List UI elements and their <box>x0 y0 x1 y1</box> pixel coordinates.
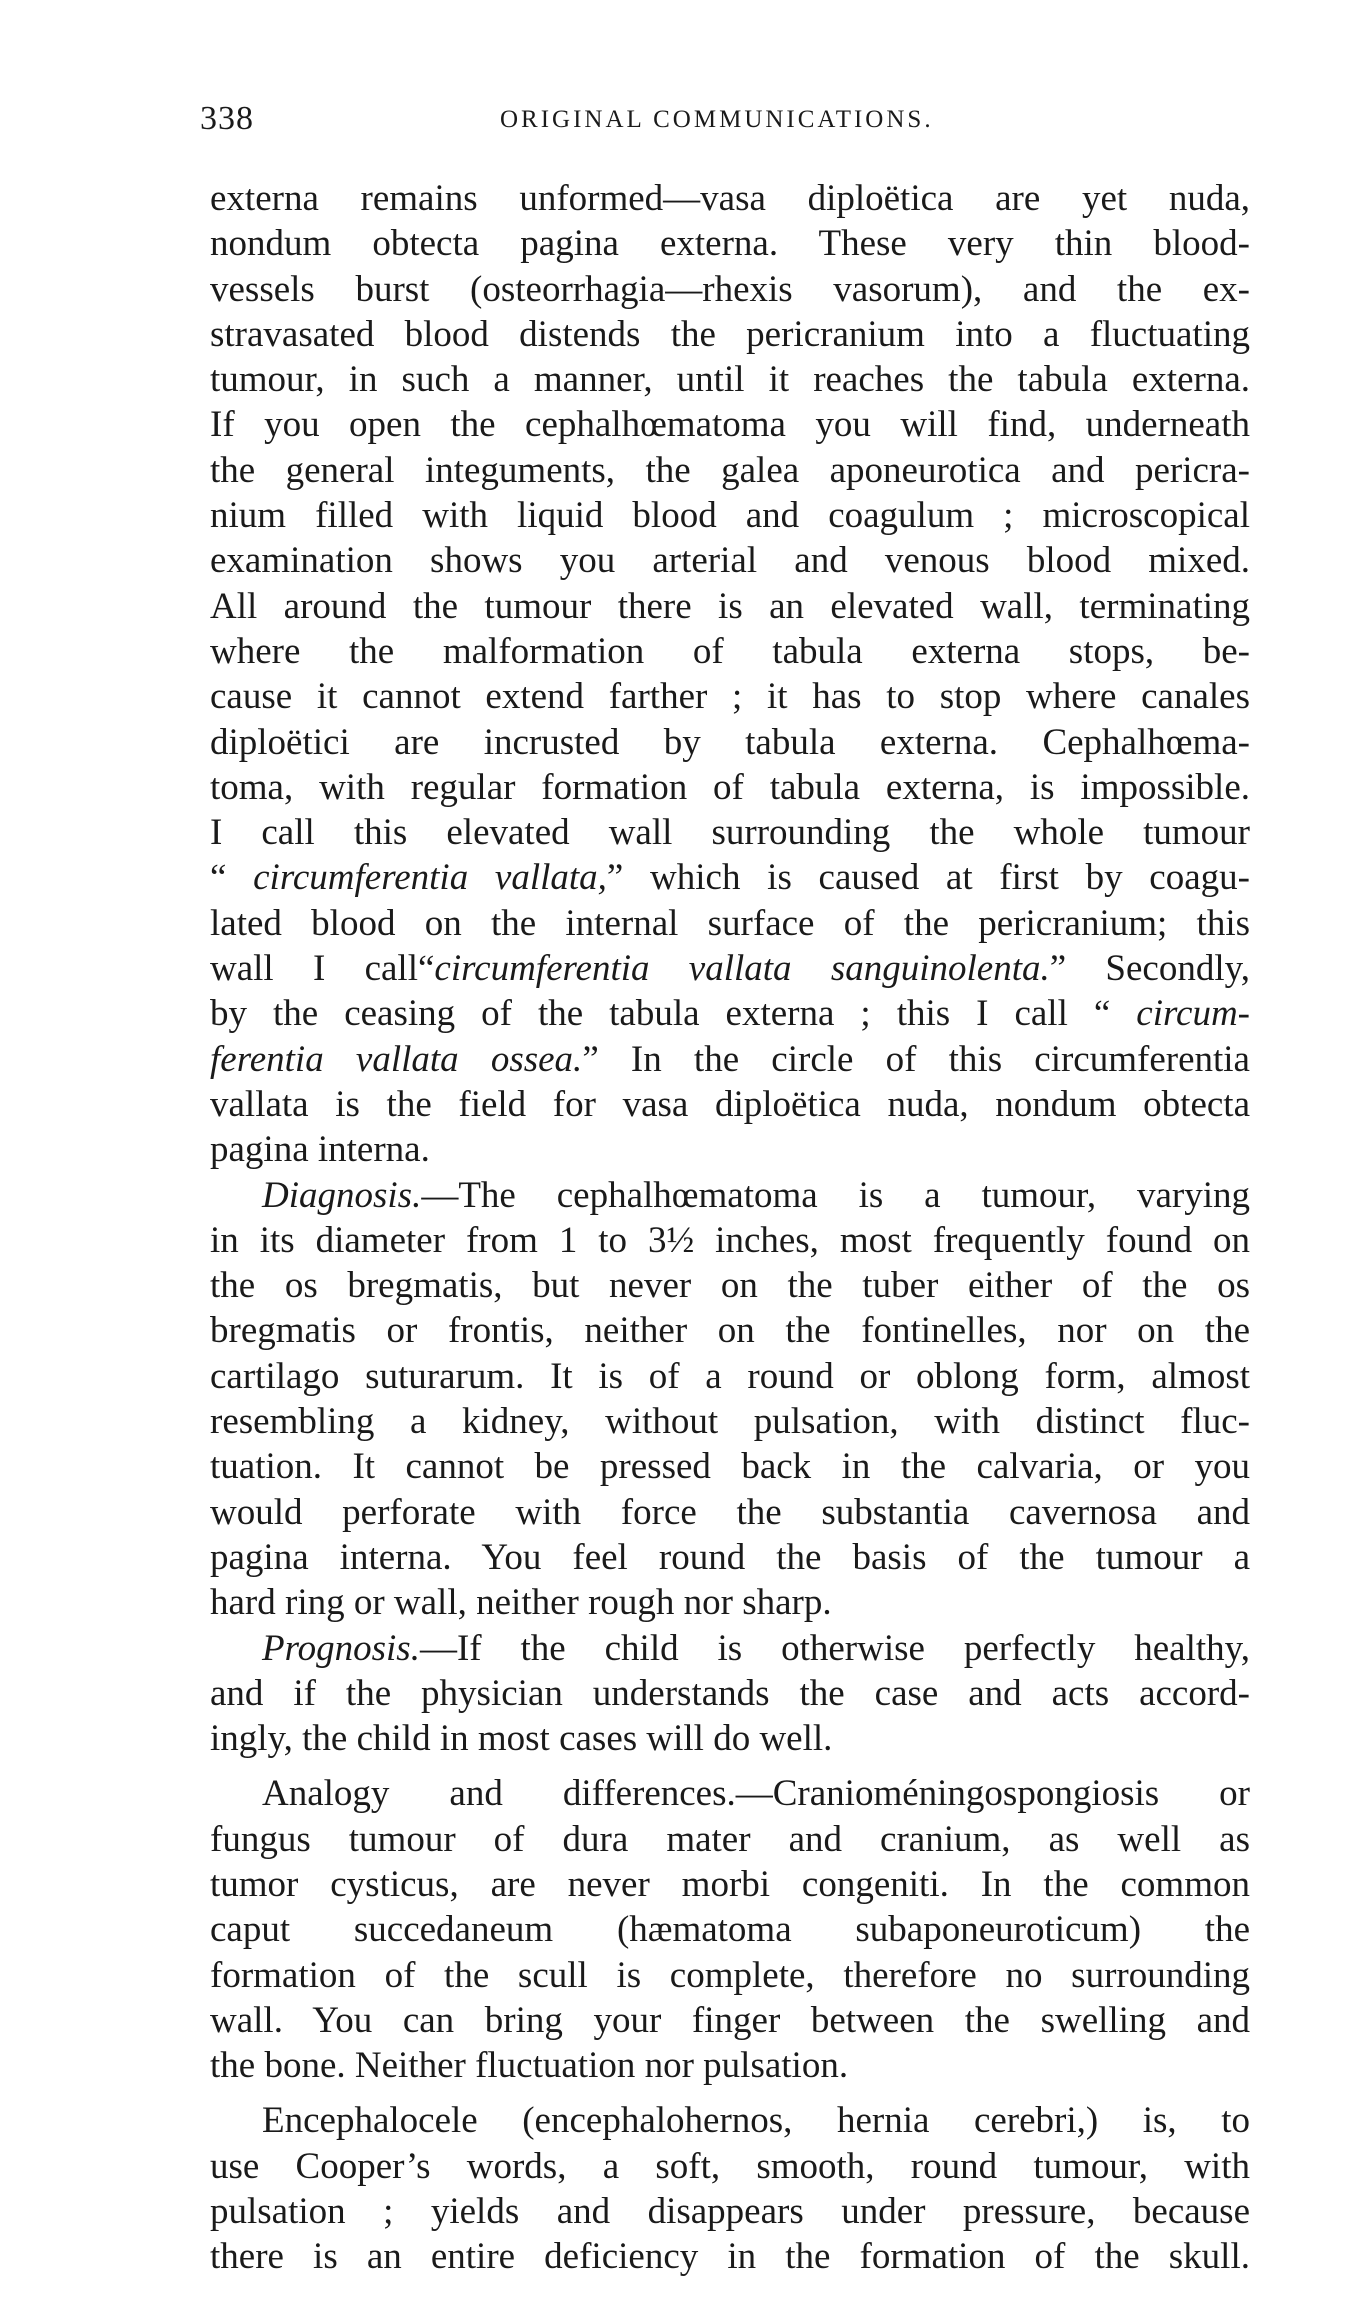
text-line <box>210 901 1250 946</box>
text-run: pagina interna. You feel round the basis of the tumour a <box>210 1536 1250 1578</box>
text-run: tumour, in such a manner, until it reaches the tabula externa. <box>210 359 1250 401</box>
text-run: use Cooper’s words, a soft, smooth, round tumour, with <box>210 2145 1250 2187</box>
text-line <box>210 1817 1250 1862</box>
text-run: by the ceasing of the tabula externa ; this I call “ <box>210 993 1137 1035</box>
text-run: the bone. Neither fluctuation nor pulsation. <box>210 2045 849 2087</box>
text-line <box>210 2234 1250 2279</box>
text-line <box>210 176 1250 221</box>
text-line <box>210 810 1250 855</box>
running-title: ORIGINAL COMMUNICATIONS. <box>500 106 934 133</box>
text-line <box>210 855 1250 900</box>
text-run: “ <box>210 857 254 899</box>
text-run: wall. You can bring your finger between the swelling and <box>210 1999 1250 2041</box>
text-run: formation of the scull is complete, therefore no surrounding <box>210 1954 1250 1996</box>
text-run: would perforate with force the substantia cavernosa and <box>210 1491 1250 1533</box>
text-line <box>210 720 1250 765</box>
text-run: ingly, the child in most cases will do well. <box>210 1718 833 1760</box>
italic-text: circumferentia vallata sanguinolenta. <box>434 948 1050 990</box>
page-number: 338 <box>200 100 254 137</box>
text-line <box>210 1907 1250 1952</box>
running-head <box>200 100 1080 140</box>
text-line <box>210 267 1250 312</box>
text-line <box>210 538 1250 583</box>
text-line <box>210 1308 1250 1353</box>
italic-text: Diagnosis. <box>262 1174 422 1216</box>
text-line <box>210 1173 1250 1218</box>
text-run: wall I call“ <box>210 948 435 990</box>
text-run: —The cephalhœmatoma is a tumour, varying <box>421 1174 1250 1216</box>
text-run: tumor cysticus, are never morbi congeniti. In the common <box>210 1863 1250 1905</box>
text-run: nium filled with liquid blood and coagulum ; microscopical <box>210 495 1250 537</box>
text-line <box>210 1953 1250 1998</box>
text-line <box>210 1998 1250 2043</box>
text-run: cartilago suturarum. It is of a round or oblong form, almost <box>210 1355 1250 1397</box>
text-line <box>210 674 1250 719</box>
text-line <box>210 765 1250 810</box>
text-run: the os bregmatis, but never on the tuber either of the os <box>210 1265 1250 1307</box>
text-line <box>210 946 1250 991</box>
text-line <box>210 1127 1250 1172</box>
text-line <box>210 2189 1250 2234</box>
text-run: Analogy and differences.—Cranioméningospongiosis or <box>262 1773 1250 1815</box>
text-line <box>210 1037 1250 1082</box>
text-run: caput succedaneum (hæmatoma subaponeuroticum) the <box>210 1909 1250 1951</box>
text-line <box>210 629 1250 674</box>
text-run: and if the physician understands the case and acts accord- <box>210 1672 1250 1714</box>
text-run: cause it cannot extend farther ; it has to stop where canales <box>210 676 1250 718</box>
text-run: resembling a kidney, without pulsation, with distinct fluc- <box>210 1401 1250 1443</box>
text-line <box>210 1862 1250 1907</box>
text-line <box>210 1626 1250 1671</box>
italic-text: Prognosis. <box>262 1627 420 1669</box>
text-run: there is an entire deficiency in the formation of the skull. <box>210 2236 1250 2278</box>
text-line <box>210 1082 1250 1127</box>
text-run: vessels burst (osteorrhagia—rhexis vasorum), and the ex- <box>210 268 1250 310</box>
text-line <box>210 1354 1250 1399</box>
text-run: where the malformation of tabula externa stops, be- <box>210 630 1250 672</box>
text-line <box>210 1490 1250 1535</box>
text-run: tuation. It cannot be pressed back in the calvaria, or you <box>210 1446 1250 1488</box>
text-run: Encephalocele (encephalohernos, hernia cerebri,) is, to <box>262 2100 1250 2142</box>
text-run: If you open the cephalhœmatoma you will find, underneath <box>210 404 1250 446</box>
text-line <box>210 991 1250 1036</box>
text-run: fungus tumour of dura mater and cranium, as well as <box>210 1818 1250 1860</box>
text-line <box>210 357 1250 402</box>
text-line <box>210 312 1250 357</box>
text-line <box>210 402 1250 447</box>
text-run: externa remains unformed—vasa diploëtica are yet nuda, <box>210 178 1250 219</box>
italic-text: circum- <box>1136 993 1250 1035</box>
text-run: toma, with regular formation of tabula externa, is impossible. <box>210 766 1250 808</box>
text-line <box>210 2144 1250 2189</box>
text-run: diploëtici are incrusted by tabula externa. Cephalhœma- <box>210 721 1250 763</box>
italic-text: circumferentia vallata, <box>253 857 607 899</box>
text-line <box>210 1716 1250 1761</box>
text-line <box>210 1580 1250 1625</box>
text-line <box>210 1399 1250 1444</box>
text-line <box>210 2098 1250 2143</box>
text-line <box>210 1218 1250 1263</box>
text-line <box>210 493 1250 538</box>
text-run: —If the child is otherwise perfectly healthy, <box>419 1627 1250 1669</box>
text-run: vallata is the field for vasa diploëtica nuda, nondum obtecta <box>210 1083 1250 1125</box>
text-run: pagina interna. <box>210 1129 430 1171</box>
text-line <box>210 1671 1250 1716</box>
italic-text: ferentia vallata ossea. <box>210 1038 583 1080</box>
text-line <box>210 1771 1250 1816</box>
text-run: bregmatis or frontis, neither on the fontinelles, nor on the <box>210 1310 1250 1352</box>
text-run: ” Secondly, <box>1049 948 1250 990</box>
body-text <box>210 176 1250 2280</box>
text-run: I call this elevated wall surrounding the whole tumour <box>210 812 1250 854</box>
text-line <box>210 1444 1250 1489</box>
text-run: in its diameter from 1 to 3½ inches, most frequently found on <box>210 1219 1250 1261</box>
text-run: examination shows you arterial and venous blood mixed. <box>210 540 1250 582</box>
text-run: the general integuments, the galea aponeurotica and pericra- <box>210 449 1250 491</box>
text-line <box>210 221 1250 266</box>
text-run: pulsation ; yields and disappears under pressure, because <box>210 2191 1250 2233</box>
text-line <box>210 1263 1250 1308</box>
text-run: nondum obtecta pagina externa. These very thin blood- <box>210 223 1250 265</box>
text-run: stravasated blood distends the pericranium into a fluctuating <box>210 313 1250 355</box>
text-run: All around the tumour there is an elevated wall, terminating <box>210 585 1250 627</box>
text-run: ” In the circle of this circumferentia <box>582 1038 1250 1080</box>
text-line <box>210 584 1250 629</box>
text-line <box>210 1535 1250 1580</box>
text-run: hard ring or wall, neither rough nor sharp. <box>210 1582 832 1624</box>
text-run: ” which is caused at first by coagu- <box>606 857 1250 899</box>
text-run: lated blood on the internal surface of the pericranium; this <box>210 902 1250 944</box>
text-line <box>210 448 1250 493</box>
text-line <box>210 2043 1250 2088</box>
